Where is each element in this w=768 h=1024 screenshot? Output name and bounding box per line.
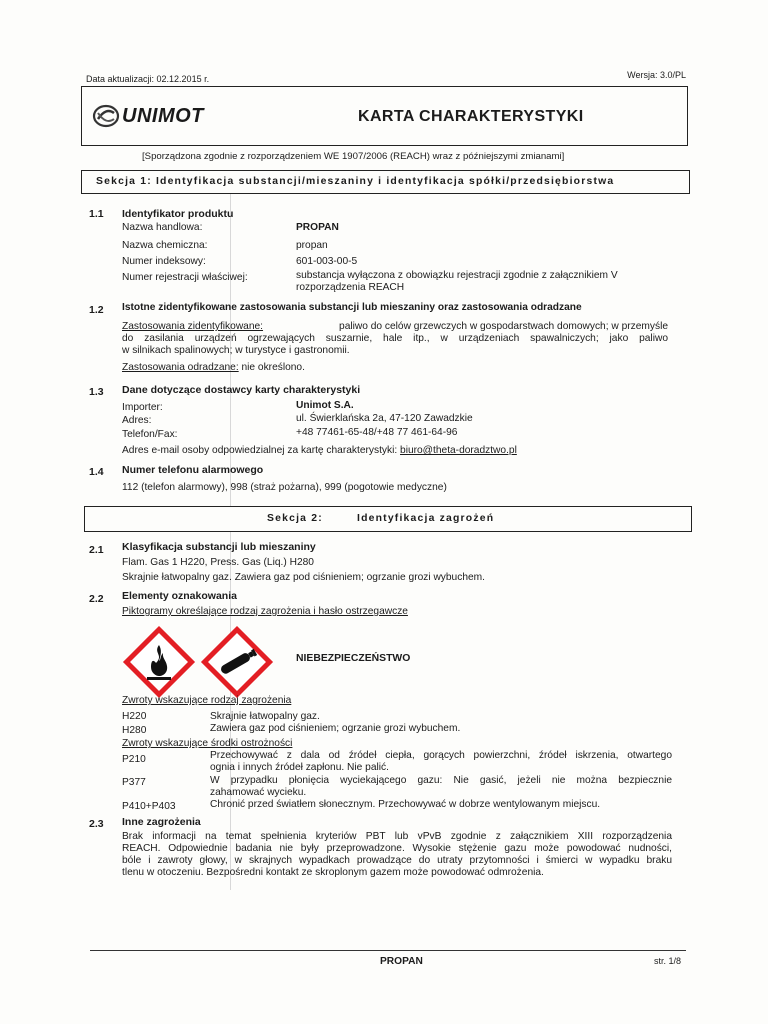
hazard-code: H280 [122,725,147,736]
subsection-number: 1.2 [89,304,104,316]
chemical-name-value: propan [296,240,328,251]
ghs-gas-cylinder-icon [198,623,276,701]
precaution-text: Chronić przed światłem słonecznym. Przechowywać w dobrze wentylowanym miejscu. [210,799,601,810]
identified-uses [122,321,668,333]
index-number-value: 601-003-00-5 [296,256,358,267]
precaution-text-cont: zahamować wycieku. [210,787,307,798]
section2-header [84,506,692,532]
unimot-logo-icon [92,103,120,129]
regulation-note: [Sporządzona zgodnie z rozporządzeniem WE 1907/2006 (REACH) wraz z późniejszymi zmianami] [142,151,565,162]
subsection-title: Identyfikator produktu [122,208,234,220]
hazard-text: Skrajnie łatwopalny gaz. [210,711,320,722]
subsection-title: Elementy oznakowania [122,590,237,602]
email-prefix: Adres e-mail osoby odpowiedzialnej za kartę charakterystyki: [122,445,401,456]
subsection-number: 1.1 [89,208,104,220]
advised-against-uses [122,362,305,374]
other-hazards-line2: REACH. Odpowiednie badania nie były przeprowadzone. Wysokie stężenie gazu może powodować nudności, [122,843,672,854]
document-title: KARTA CHARAKTERYSTYKI [358,108,584,125]
section2-label: Sekcja 2: [267,513,323,524]
address-label: Adres: [122,415,152,426]
subsection-title: Klasyfikacja substancji lub mieszaniny [122,541,316,553]
importer-value: Unimot S.A. [296,400,354,411]
logo-text: UNIMOT [122,104,204,127]
email-link[interactable]: biuro@theta-doradztwo.pl [400,445,517,456]
subsection-title: Dane dotyczące dostawcy karty charakterystyki [122,384,361,396]
advised-against-label: Zastosowania odradzane: [122,362,239,373]
precaution-text: Przechowywać z dala od źródeł ciepła, gorących powierzchni, źródeł iskrzenia, otwartego [210,750,672,761]
hazard-text: Zawiera gaz pod ciśnieniem; ogrzanie grozi wybuchem. [210,723,461,734]
email-line [122,445,517,457]
precaution-code: P377 [122,777,146,788]
header-box [81,86,688,146]
other-hazards-line4: tlenu w otoczeniu. Bezpośredni kontakt ze skroplonym gazem może powodować odmrożenia. [122,867,544,878]
precaution-code: P210 [122,754,146,765]
emergency-phones: 112 (telefon alarmowy), 998 (straż pożarna), 999 (pogotowie medyczne) [122,482,447,493]
identified-uses-line3: w silnikach spalinowych; w turystyce i gastronomii. [122,345,350,356]
subsection-number: 2.3 [89,818,104,830]
other-hazards-line1: Brak informacji na temat spełnienia kryteriów PBT lub vPvB zgodnie z załącznikiem XIII rozporządzenia [122,831,672,842]
subsection-title: Istotne zidentyfikowane zastosowania substancji lub mieszaniny oraz zastosowania odradzane [122,302,582,313]
registration-label: Numer rejestracji właściwej: [122,272,248,283]
ghs-flame-icon [120,623,198,701]
precaution-text: W przypadku płonięcia wyciekającego gazu: Nie gasić, jeżeli nie można bezpiecznie [210,775,672,786]
subsection-number: 1.3 [89,386,104,398]
subsection-title: Inne zagrożenia [122,816,201,828]
section1-header [81,170,690,194]
subsection-number: 2.1 [89,544,104,556]
phone-fax-label: Telefon/Fax: [122,429,178,440]
version-label: Wersja: 3.0/PL [627,70,686,80]
subsection-title: Numer telefonu alarmowego [122,464,264,476]
identified-uses-line2: do zasilania urządzeń ogrzewających suszarnie, hale itp., w urządzeniach spawalniczych; jako paliwo [122,333,668,344]
section2-title: Identyfikacja zagrożeń [357,513,495,524]
index-number-label: Numer indeksowy: [122,256,206,267]
section1-title: Sekcja 1: Identyfikacja substancji/mieszaniny i identyfikacja spółki/przedsiębiorstwa [96,176,615,187]
classification-line1: Flam. Gas 1 H220, Press. Gas (Liq.) H280 [122,557,314,568]
chemical-name-label: Nazwa chemiczna: [122,240,208,251]
precaution-text-cont: ognia i innych źródeł zapłonu. Nie palić. [210,762,389,773]
pictograms-label: Piktogramy określające rodzaj zagrożenia i hasło ostrzegawcze [122,606,408,617]
trade-name-label: Nazwa handlowa: [122,222,203,233]
other-hazards-line3: bóle i zawroty głowy, w skrajnych wypadkach prowadzące do utraty przytomności i śmierci w wypadku braku [122,855,672,866]
subsection-number: 2.2 [89,593,104,605]
footer-product: PROPAN [380,956,423,967]
classification-line2: Skrajnie łatwopalny gaz. Zawiera gaz pod ciśnieniem; ogrzanie grozi wybuchem. [122,572,485,583]
hazard-statements-label: Zwroty wskazujące rodzaj zagrożenia [122,695,292,706]
precautionary-statements-label: Zwroty wskazujące środki ostrożności [122,738,293,749]
precaution-code: P410+P403 [122,801,176,812]
footer-divider [90,950,686,951]
address-value: ul. Świerklańska 2a, 47-120 Zawadzkie [296,413,473,424]
page-number: str. 1/8 [654,956,682,966]
registration-value-cont: rozporządzenia REACH [296,282,405,293]
importer-label: Importer: [122,402,163,413]
identified-uses-label: Zastosowania zidentyfikowane: [122,321,264,332]
signal-word: NIEBEZPIECZEŃSTWO [296,653,411,664]
registration-value: substancja wyłączona z obowiązku rejestracji zgodnie z załącznikiem V [296,270,618,281]
phone-fax-value: +48 77461-65-48/+48 77 461-64-96 [296,427,458,438]
advised-against-value: nie określono. [238,362,305,373]
identified-uses-line1: paliwo do celów grzewczych w gospodarstwach domowych; w przemyśle [339,321,668,332]
update-date: Data aktualizacji: 02.12.2015 r. [86,74,210,84]
subsection-number: 1.4 [89,466,104,478]
trade-name-value: PROPAN [296,222,339,233]
hazard-code: H220 [122,711,147,722]
logo [92,103,204,129]
